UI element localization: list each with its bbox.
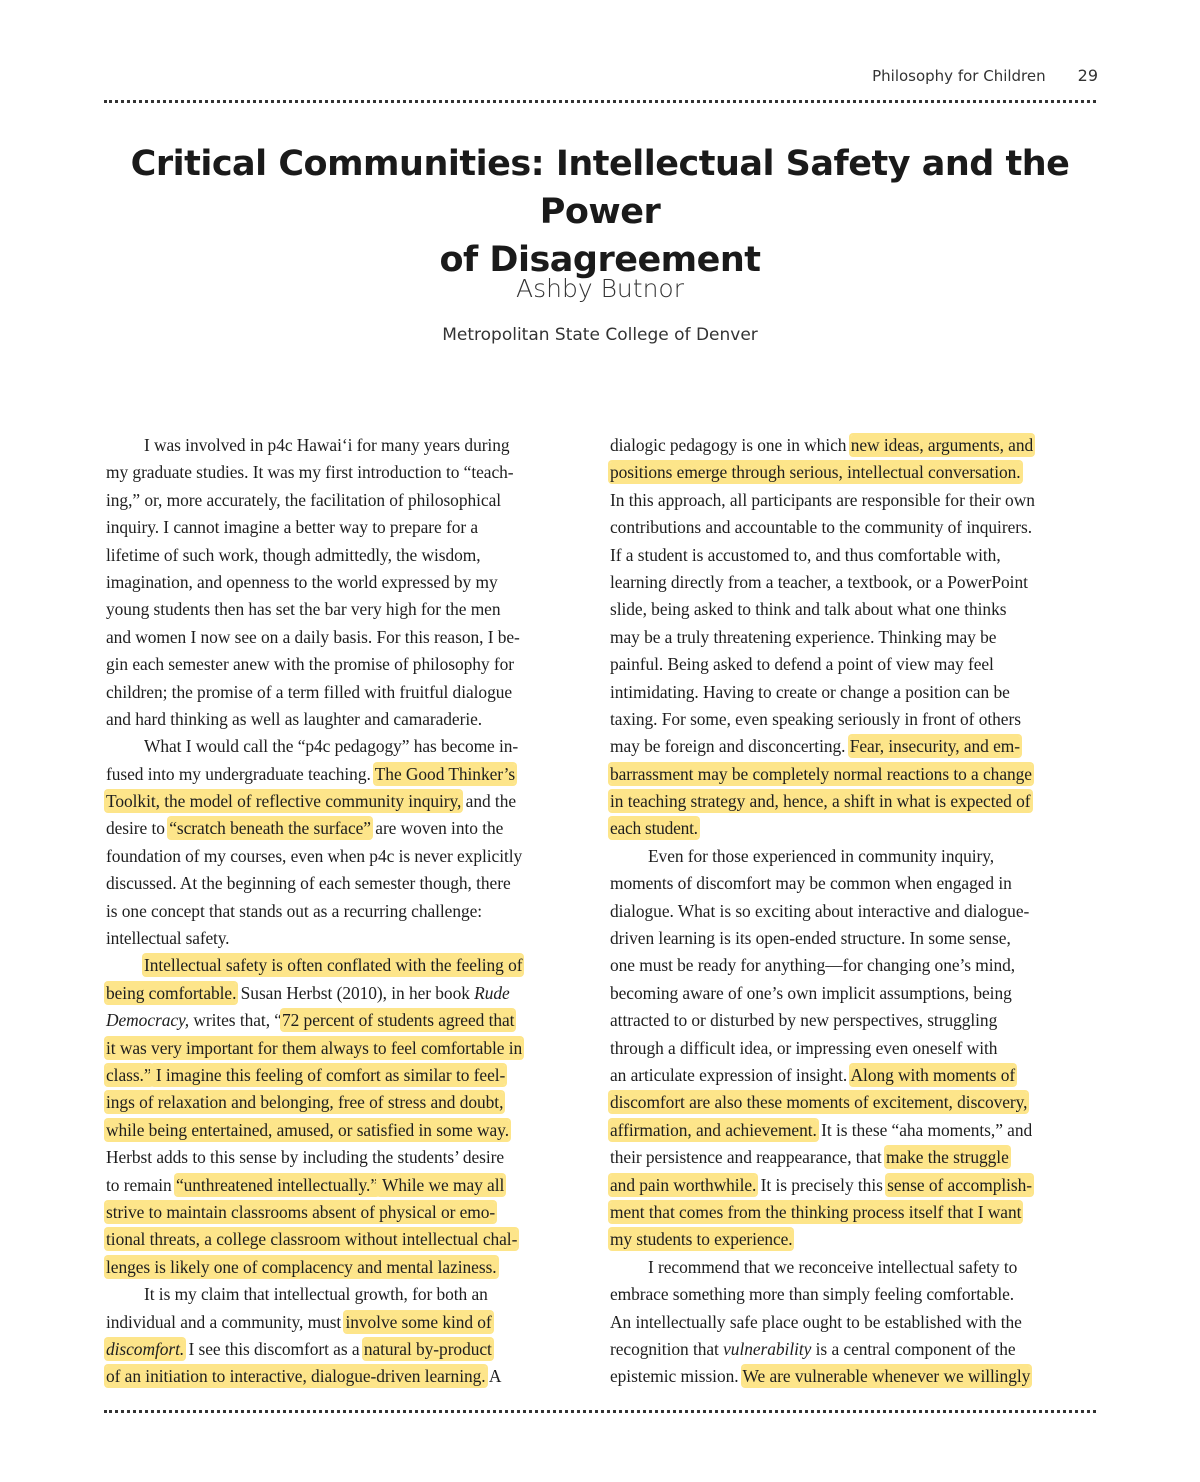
text-segment: young students then has set the bar very high for the men <box>106 599 501 620</box>
text-line <box>610 679 1098 706</box>
highlighted-text: lenges is likely one of complacency and mental laziness. <box>106 1256 497 1277</box>
text-segment: What I would call the “p4c pedagogy” has become in- <box>144 736 519 757</box>
text-line <box>610 1172 1098 1199</box>
text-line <box>610 1336 1098 1363</box>
article-title <box>104 140 1096 284</box>
text-segment: my graduate studies. It was my first introduction to “teach- <box>106 462 514 483</box>
text-segment: desire to <box>106 818 170 839</box>
text-line <box>106 1363 594 1390</box>
text-line <box>106 514 594 541</box>
text-line <box>610 1199 1098 1226</box>
text-line <box>610 651 1098 678</box>
text-line <box>106 815 594 842</box>
text-line <box>106 459 594 486</box>
text-line <box>610 815 1098 842</box>
highlighted-text: discomfort. <box>106 1338 185 1359</box>
text-line <box>106 788 594 815</box>
text-line <box>106 596 594 623</box>
text-line <box>610 596 1098 623</box>
text-line <box>610 1007 1098 1034</box>
text-line <box>106 624 594 651</box>
text-line <box>106 1035 594 1062</box>
highlighted-text: and pain worthwhile. <box>610 1174 757 1195</box>
text-segment: attracted to or disturbed by new perspectives, struggling <box>610 1010 998 1031</box>
text-segment: Democracy, <box>106 1010 190 1031</box>
body-column-right <box>610 432 1098 1391</box>
text-line <box>106 1199 594 1226</box>
text-line <box>106 1144 594 1171</box>
text-line <box>610 870 1098 897</box>
text-line <box>106 1089 594 1116</box>
text-segment: and the <box>461 791 517 812</box>
running-header <box>700 66 1098 85</box>
text-line <box>106 679 594 706</box>
highlighted-text: new ideas, arguments, and <box>850 435 1034 455</box>
text-segment: may be a truly threatening experience. Thinking may be <box>610 626 997 647</box>
text-segment: one must be ready for anything—for changing one’s mind, <box>610 955 1016 976</box>
text-segment: It is my claim that intellectual growth, for both an <box>144 1284 488 1305</box>
text-line <box>610 1035 1098 1062</box>
text-segment: vulnerability <box>723 1338 812 1359</box>
highlighted-text: sense of accomplish- <box>887 1174 1033 1195</box>
text-segment: is one concept that stands out as a recurring challenge: <box>106 900 483 921</box>
text-segment: moments of discomfort may be common when engaged in <box>610 873 1012 894</box>
text-line <box>610 1309 1098 1336</box>
text-segment: individual and a community, must <box>106 1311 346 1332</box>
text-line <box>106 542 594 569</box>
text-line <box>610 1254 1098 1281</box>
text-line <box>610 432 1098 459</box>
text-segment: painful. Being asked to defend a point of view may feel <box>610 654 994 675</box>
text-line <box>610 1062 1098 1089</box>
highlighted-text: of an initiation to interactive, dialogue-driven learning. <box>106 1366 486 1387</box>
article-title-line-2: of Disagreement <box>439 240 761 280</box>
text-line <box>610 1089 1098 1116</box>
text-line <box>106 706 594 733</box>
text-segment: and hard thinking as well as laughter and camaraderie. <box>106 708 483 729</box>
text-segment: I recommend that we reconceive intellectual safety to <box>648 1256 1018 1277</box>
highlighted-text: make the struggle <box>885 1147 1009 1168</box>
body-column-left <box>106 432 594 1391</box>
text-line <box>106 761 594 788</box>
text-line <box>610 980 1098 1007</box>
text-line <box>610 1144 1098 1171</box>
text-segment: dialogue. What is so exciting about interactive and dialogue- <box>610 900 1030 921</box>
text-segment: an articulate expression of insight. <box>610 1064 851 1085</box>
highlighted-text: We are vulnerable whenever we willingly <box>742 1366 1031 1387</box>
highlighted-text: I imagine this feeling of comfort as similar to feel- <box>151 1064 506 1085</box>
text-line <box>106 1281 594 1308</box>
text-line <box>106 870 594 897</box>
highlighted-text: Intellectual safety is often conflated with the feeling of <box>144 955 523 976</box>
text-line <box>610 706 1098 733</box>
header-dotted-rule <box>104 100 1096 103</box>
highlighted-text: affirmation, and achievement. <box>610 1119 817 1140</box>
text-segment: imagination, and openness to the world expressed by my <box>106 571 498 592</box>
text-line <box>610 624 1098 651</box>
text-line <box>106 569 594 596</box>
highlighted-text: involve some kind of <box>345 1311 492 1332</box>
text-segment: lifetime of such work, though admittedly, the wisdom, <box>106 544 481 565</box>
highlighted-text: it was very important for them always to feel comfortable in <box>106 1037 523 1058</box>
text-segment: A <box>485 1366 502 1387</box>
highlighted-text: while being entertained, amused, or satisfied in some way. <box>106 1119 509 1140</box>
text-segment: becoming aware of one’s own implicit assumptions, being <box>610 982 1012 1003</box>
text-segment: intellectual safety. <box>106 928 230 949</box>
text-line <box>106 733 594 760</box>
text-line <box>610 788 1098 815</box>
highlighted-text: positions emerge through serious, intellectual conversation. <box>610 462 1021 483</box>
text-line <box>610 1226 1098 1253</box>
highlighted-text: each student. <box>610 818 698 839</box>
text-segment: their persistence and reappearance, that <box>610 1147 886 1168</box>
text-line <box>106 925 594 952</box>
text-segment: I was involved in p4c Hawai‘i for many years during <box>144 435 510 455</box>
author-name: Ashby Butnor <box>515 274 685 303</box>
text-line <box>106 651 594 678</box>
text-segment: fused into my undergraduate teaching. <box>106 763 375 784</box>
text-line <box>106 898 594 925</box>
text-segment: learning directly from a teacher, a textbook, or a PowerPoint <box>610 571 1028 592</box>
highlighted-text: “unthreatened intellectually.” <box>175 1174 378 1195</box>
text-segment: Even for those experienced in community inquiry, <box>648 845 995 866</box>
text-segment: Susan Herbst (2010), in her book <box>236 982 475 1003</box>
text-segment: It is these “aha moments,” and <box>816 1119 1033 1140</box>
footer-dotted-rule <box>104 1410 1096 1413</box>
text-segment: recognition that <box>610 1338 724 1359</box>
text-segment: contributions and accountable to the community of inquirers. <box>610 517 1033 538</box>
text-segment: An intellectually safe place ought to be established with the <box>610 1311 1022 1332</box>
text-segment: ing,” or, more accurately, the facilitation of philosophical <box>106 489 502 510</box>
highlighted-text: 72 percent of students agreed that <box>281 1010 515 1031</box>
text-segment: dialogic pedagogy is one in which <box>610 435 851 455</box>
highlighted-text: natural by-product <box>363 1338 492 1359</box>
text-segment: is a central component of the <box>811 1338 1016 1359</box>
text-segment: intimidating. Having to create or change a position can be <box>610 681 1010 702</box>
highlighted-text: “scratch beneath the surface” <box>169 818 371 839</box>
highlighted-text: The Good Thinker’s <box>374 763 516 784</box>
text-line <box>106 980 594 1007</box>
highlighted-text: being comfortable. <box>106 982 237 1003</box>
text-line <box>610 1363 1098 1390</box>
highlighted-text: Fear, insecurity, and em- <box>849 736 1020 757</box>
page-number: 29 <box>1077 66 1098 85</box>
running-title: Philosophy for Children <box>872 67 1046 85</box>
text-line <box>106 1062 594 1089</box>
text-line <box>106 1007 594 1034</box>
highlighted-text: ings of relaxation and belonging, free of stress and doubt, <box>106 1092 504 1113</box>
text-line <box>106 1226 594 1253</box>
highlighted-text: tional threats, a college classroom without intellectual chal- <box>106 1229 518 1250</box>
text-line <box>610 487 1098 514</box>
text-line <box>610 1281 1098 1308</box>
text-segment: are woven into the <box>370 818 504 839</box>
highlighted-text: While we may all <box>378 1174 505 1195</box>
text-segment: driven learning is its open-ended structure. In some sense, <box>610 928 1011 949</box>
author-affiliation: Metropolitan State College of Denver <box>442 325 758 345</box>
text-segment: children; the promise of a term filled with fruitful dialogue <box>106 681 513 702</box>
text-segment: taxing. For some, even speaking seriously in front of others <box>610 708 1021 729</box>
text-line <box>106 1254 594 1281</box>
text-line <box>610 542 1098 569</box>
highlighted-text: barrassment may be completely normal reactions to a change <box>610 763 1032 784</box>
text-line <box>106 1336 594 1363</box>
text-line <box>610 1117 1098 1144</box>
text-line <box>610 952 1098 979</box>
text-segment: Herbst adds to this sense by including the students’ desire <box>106 1147 505 1168</box>
text-line <box>106 487 594 514</box>
highlighted-text: in teaching strategy and, hence, a shift in what is expected of <box>610 791 1031 812</box>
article-title-line-1: Critical Communities: Intellectual Safety and the Power <box>130 144 1070 232</box>
text-segment: gin each semester anew with the promise of philosophy for <box>106 654 514 675</box>
text-line <box>106 1117 594 1144</box>
text-line <box>106 952 594 979</box>
text-segment: discussed. At the beginning of each semester though, there <box>106 873 511 894</box>
highlighted-text: ment that comes from the thinking process itself that I want <box>610 1201 1022 1222</box>
highlighted-text: discomfort are also these moments of excitement, discovery, <box>610 1092 1028 1113</box>
text-segment: embrace something more than simply feeling comfortable. <box>610 1284 1015 1305</box>
text-line <box>610 925 1098 952</box>
text-segment: If a student is accustomed to, and thus comfortable with, <box>610 544 1001 565</box>
highlighted-text: class.” <box>106 1064 152 1085</box>
highlighted-text: my students to experience. <box>610 1229 793 1250</box>
text-line <box>106 843 594 870</box>
text-line <box>610 733 1098 760</box>
text-segment: Rude <box>474 982 510 1003</box>
text-segment: writes that, “ <box>189 1010 282 1031</box>
text-line <box>610 843 1098 870</box>
highlighted-text: Along with moments of <box>850 1064 1016 1085</box>
text-segment: foundation of my courses, even when p4c is never explicitly <box>106 845 523 866</box>
text-line <box>610 761 1098 788</box>
highlighted-text: Toolkit, the model of reflective community inquiry, <box>106 791 462 812</box>
highlighted-text: strive to maintain classrooms absent of physical or emo- <box>106 1201 496 1222</box>
text-segment: In this approach, all participants are responsible for their own <box>610 489 1035 510</box>
text-line <box>610 569 1098 596</box>
text-line <box>106 1309 594 1336</box>
text-line <box>610 514 1098 541</box>
text-segment: through a difficult idea, or impressing even oneself with <box>610 1037 998 1058</box>
text-segment: may be foreign and disconcerting. <box>610 736 850 757</box>
text-line <box>610 898 1098 925</box>
text-segment: epistemic mission. <box>610 1366 743 1387</box>
text-segment: and women I now see on a daily basis. For this reason, I be- <box>106 626 520 647</box>
text-segment: It is precisely this <box>756 1174 888 1195</box>
text-line <box>106 432 594 459</box>
text-segment: I see this discomfort as a <box>184 1338 364 1359</box>
text-line <box>610 459 1098 486</box>
text-line <box>106 1172 594 1199</box>
text-segment: slide, being asked to think and talk about what one thinks <box>610 599 1007 620</box>
text-segment: to remain <box>106 1174 176 1195</box>
text-segment: inquiry. I cannot imagine a better way to prepare for a <box>106 517 479 538</box>
